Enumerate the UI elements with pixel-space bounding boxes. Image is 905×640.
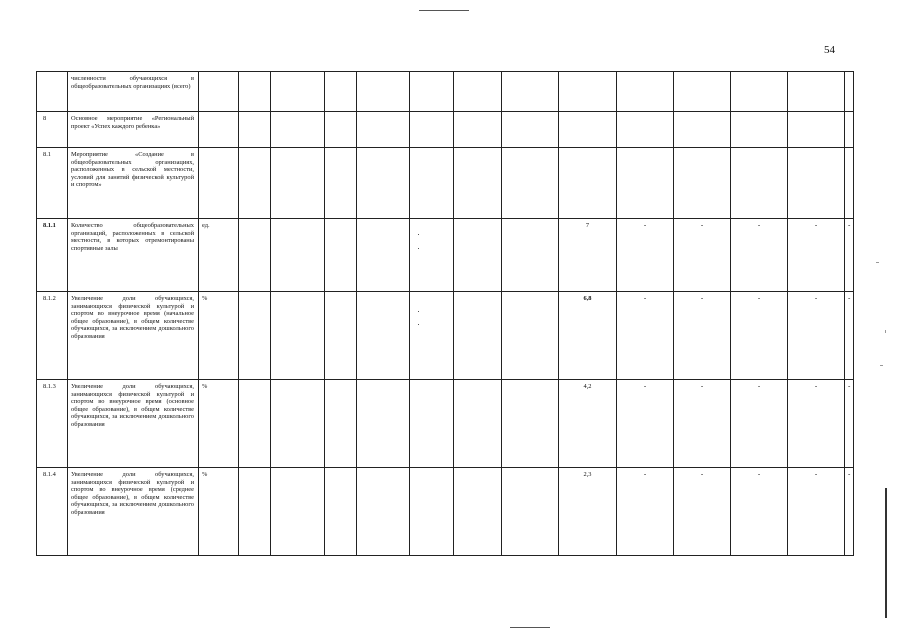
value-cell [325, 148, 357, 219]
value-cell [845, 148, 854, 219]
value-cell [788, 72, 845, 112]
table-row [37, 219, 854, 292]
value-cell [788, 112, 845, 148]
row-number: 8.1 [37, 148, 68, 219]
value-cell [502, 148, 559, 219]
value-cell [410, 148, 454, 219]
value-cell: - [788, 468, 845, 556]
value-cell [325, 112, 357, 148]
scan-speck [876, 262, 879, 263]
value-cell: - [788, 292, 845, 380]
scan-artifact-top-line [419, 10, 469, 11]
value-cell: - [845, 219, 854, 292]
row-number [37, 72, 68, 112]
value-cell: - [788, 380, 845, 468]
scan-speck [880, 365, 883, 366]
row-number: 8.1.4 [37, 468, 68, 556]
value-cell [454, 292, 502, 380]
value-cell [502, 72, 559, 112]
row-unit [199, 112, 239, 148]
scan-artifact-right-bar [885, 488, 887, 618]
value-cell [357, 148, 410, 219]
table-row [37, 148, 854, 219]
value-cell [410, 72, 454, 112]
row-description: Увеличение доли обучающихся, занимающихся физической культурой и спортом во внеурочное время (основное общее образование), в общем количестве обучающихся, за исключением дошкольного образования [68, 380, 199, 468]
scan-dot [418, 324, 419, 325]
value-cell [325, 380, 357, 468]
value-cell [271, 148, 325, 219]
value-cell [325, 219, 357, 292]
value-cell [559, 112, 617, 148]
value-cell [239, 112, 271, 148]
indicators-table [36, 71, 854, 556]
value-cell: 6,8 [559, 292, 617, 380]
scan-artifact-bottom-line [510, 627, 550, 628]
value-cell: - [617, 380, 674, 468]
value-cell [674, 112, 731, 148]
table-row [37, 468, 854, 556]
row-description: Мероприятие «Создание в общеобразовательных организациях, расположенных в сельской местности, условий для занятий физической культурой и спортом» [68, 148, 199, 219]
value-cell [502, 468, 559, 556]
value-cell [845, 72, 854, 112]
row-description: численности обучающихся в общеобразовательных организациях (всего) [68, 72, 199, 112]
value-cell: - [674, 468, 731, 556]
value-cell: 4,2 [559, 380, 617, 468]
value-cell [271, 112, 325, 148]
value-cell [502, 292, 559, 380]
value-cell [410, 292, 454, 380]
value-cell [617, 72, 674, 112]
row-description: Увеличение доли обучающихся, занимающихся физической культурой и спортом во внеурочное время (начальное общее образование), в общем количестве обучающихся, за исключением дошкольного образования [68, 292, 199, 380]
value-cell [271, 72, 325, 112]
value-cell: - [617, 292, 674, 380]
value-cell: - [617, 219, 674, 292]
value-cell [239, 219, 271, 292]
value-cell [357, 380, 410, 468]
value-cell [410, 112, 454, 148]
table-row [37, 72, 854, 112]
value-cell [357, 292, 410, 380]
value-cell: 2,3 [559, 468, 617, 556]
row-description: Основное мероприятие «Региональный проект «Успех каждого ребенка» [68, 112, 199, 148]
scan-dot [418, 311, 419, 312]
table-row [37, 292, 854, 380]
value-cell [239, 292, 271, 380]
table-row [37, 380, 854, 468]
value-cell [410, 219, 454, 292]
row-number: 8 [37, 112, 68, 148]
value-cell [357, 219, 410, 292]
value-cell: - [845, 292, 854, 380]
value-cell [271, 380, 325, 468]
value-cell [559, 148, 617, 219]
value-cell: - [731, 292, 788, 380]
value-cell [239, 72, 271, 112]
value-cell [325, 72, 357, 112]
value-cell [454, 148, 502, 219]
row-description: Количество общеобразовательных организаций, расположенных в сельской местности, в которых отремонтированы спортивные залы [68, 219, 199, 292]
value-cell: - [731, 468, 788, 556]
value-cell [559, 72, 617, 112]
value-cell: - [731, 219, 788, 292]
value-cell [788, 148, 845, 219]
value-cell [239, 468, 271, 556]
row-number: 8.1.2 [37, 292, 68, 380]
value-cell [454, 219, 502, 292]
value-cell [357, 468, 410, 556]
value-cell: - [674, 219, 731, 292]
value-cell [357, 112, 410, 148]
value-cell: - [788, 219, 845, 292]
row-unit [199, 72, 239, 112]
value-cell [325, 468, 357, 556]
value-cell: - [617, 468, 674, 556]
value-cell [271, 219, 325, 292]
value-cell [271, 468, 325, 556]
value-cell: - [731, 380, 788, 468]
value-cell: - [674, 292, 731, 380]
row-description: Увеличение доли обучающихся, занимающихся физической культурой и спортом во внеурочное время (среднее общее образование), в общем количестве обучающихся, за исключением дошкольного образования [68, 468, 199, 556]
value-cell [502, 219, 559, 292]
value-cell [674, 72, 731, 112]
value-cell [454, 380, 502, 468]
value-cell [617, 148, 674, 219]
row-number: 8.1.1 [37, 219, 68, 292]
row-unit: % [199, 468, 239, 556]
value-cell [410, 468, 454, 556]
row-unit: ед. [199, 219, 239, 292]
value-cell [674, 148, 731, 219]
value-cell [731, 148, 788, 219]
row-unit: % [199, 380, 239, 468]
value-cell [271, 292, 325, 380]
value-cell [454, 112, 502, 148]
value-cell [845, 112, 854, 148]
value-cell [731, 112, 788, 148]
value-cell: - [674, 380, 731, 468]
value-cell [731, 72, 788, 112]
value-cell: 7 [559, 219, 617, 292]
value-cell [454, 468, 502, 556]
value-cell [502, 380, 559, 468]
value-cell: - [845, 380, 854, 468]
value-cell [617, 112, 674, 148]
value-cell: - [845, 468, 854, 556]
page-number: 54 [824, 44, 835, 56]
value-cell [239, 380, 271, 468]
row-number: 8.1.3 [37, 380, 68, 468]
value-cell [357, 72, 410, 112]
row-unit [199, 148, 239, 219]
value-cell [502, 112, 559, 148]
scan-dot [418, 248, 419, 249]
scan-speck [885, 330, 886, 333]
scan-dot [418, 234, 419, 235]
value-cell [410, 380, 454, 468]
table-row [37, 112, 854, 148]
value-cell [454, 72, 502, 112]
value-cell [325, 292, 357, 380]
row-unit: % [199, 292, 239, 380]
value-cell [239, 148, 271, 219]
